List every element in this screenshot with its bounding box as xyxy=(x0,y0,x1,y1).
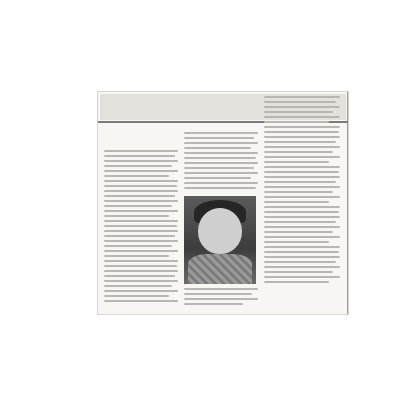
text-line xyxy=(104,230,178,232)
text-line xyxy=(264,106,340,108)
text-line xyxy=(264,161,329,163)
text-line xyxy=(264,251,339,253)
newspaper-clipping xyxy=(98,92,348,314)
text-line xyxy=(104,265,177,267)
text-line xyxy=(104,225,177,227)
text-line xyxy=(264,146,340,148)
text-line xyxy=(184,303,243,305)
text-line xyxy=(104,255,169,257)
text-line xyxy=(104,215,169,217)
text-line xyxy=(104,275,175,277)
text-line xyxy=(104,260,178,262)
text-line xyxy=(264,196,340,198)
text-line xyxy=(264,171,339,173)
text-line xyxy=(264,241,329,243)
text-line xyxy=(264,121,329,123)
text-line xyxy=(184,187,256,189)
text-line xyxy=(264,226,340,228)
text-line xyxy=(184,288,258,290)
right-column-text xyxy=(264,96,340,283)
text-line xyxy=(104,170,178,172)
text-line xyxy=(184,157,256,159)
text-line xyxy=(264,221,336,223)
text-line xyxy=(184,142,258,144)
text-line xyxy=(104,150,178,152)
text-line xyxy=(104,290,178,292)
text-line xyxy=(264,256,340,258)
text-line xyxy=(264,236,340,238)
text-line xyxy=(184,298,258,300)
text-line xyxy=(264,126,340,128)
text-line xyxy=(104,285,172,287)
text-line xyxy=(264,261,336,263)
column-divider xyxy=(347,92,348,314)
text-line xyxy=(104,250,178,252)
text-line xyxy=(264,281,329,283)
text-line xyxy=(104,220,178,222)
left-column-text xyxy=(104,150,178,302)
text-line xyxy=(264,151,333,153)
text-line xyxy=(104,175,169,177)
text-line xyxy=(104,185,177,187)
middle-column-top-text xyxy=(184,132,258,189)
text-line xyxy=(264,276,340,278)
text-line xyxy=(184,132,258,134)
text-line xyxy=(104,235,175,237)
text-line xyxy=(184,177,251,179)
text-line xyxy=(264,111,333,113)
text-line xyxy=(184,172,258,174)
text-line xyxy=(104,205,172,207)
text-line xyxy=(184,182,258,184)
text-line xyxy=(264,156,340,158)
text-line xyxy=(264,101,336,103)
text-line xyxy=(264,201,329,203)
text-line xyxy=(184,137,254,139)
text-line xyxy=(264,166,340,168)
text-line xyxy=(264,186,340,188)
text-line xyxy=(264,136,340,138)
text-line xyxy=(264,176,340,178)
text-line xyxy=(264,216,340,218)
text-line xyxy=(104,160,178,162)
text-line xyxy=(184,162,258,164)
text-line xyxy=(104,155,175,157)
text-line xyxy=(104,210,178,212)
text-line xyxy=(264,206,340,208)
text-line xyxy=(264,191,333,193)
text-line xyxy=(104,300,178,302)
text-line xyxy=(264,116,340,118)
text-line xyxy=(264,131,339,133)
text-line xyxy=(264,266,340,268)
text-line xyxy=(264,211,339,213)
child-photo xyxy=(184,196,256,284)
text-line xyxy=(264,96,340,98)
text-line xyxy=(184,293,252,295)
photo-face xyxy=(198,208,242,254)
photo-caption-text xyxy=(184,288,258,305)
text-line xyxy=(104,295,169,297)
text-line xyxy=(184,167,254,169)
text-line xyxy=(104,245,172,247)
text-line xyxy=(104,165,172,167)
text-line xyxy=(264,271,333,273)
text-line xyxy=(184,147,251,149)
text-line xyxy=(104,180,178,182)
text-line xyxy=(104,240,178,242)
text-line xyxy=(264,231,333,233)
text-line xyxy=(104,200,178,202)
text-line xyxy=(104,190,178,192)
text-line xyxy=(104,195,175,197)
text-line xyxy=(264,181,336,183)
text-line xyxy=(264,246,340,248)
photo-dress xyxy=(188,254,252,284)
text-line xyxy=(104,280,178,282)
text-line xyxy=(184,152,258,154)
text-line xyxy=(104,270,178,272)
text-line xyxy=(264,141,336,143)
